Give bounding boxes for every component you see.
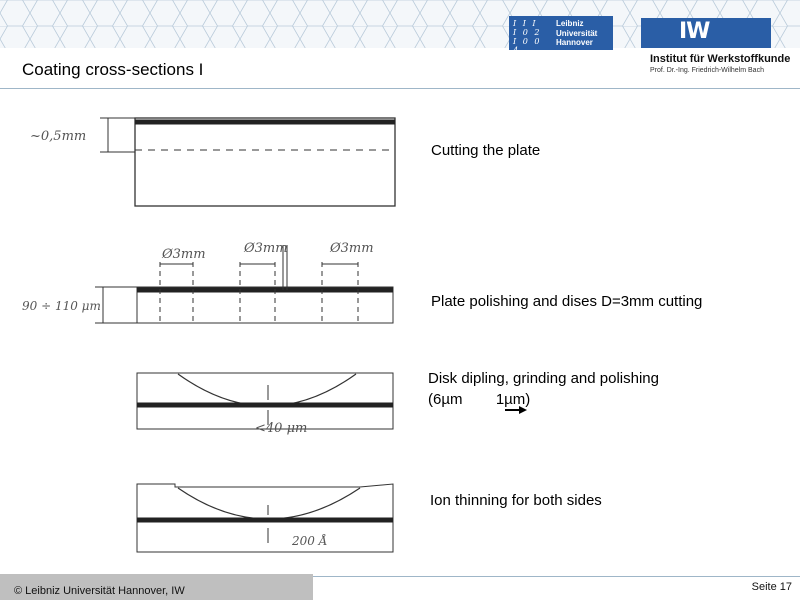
luh-logo-name: Leibniz Universität Hannover bbox=[556, 19, 598, 47]
sketch-plate bbox=[30, 118, 395, 206]
disk-label-b: Ø3mm bbox=[244, 241, 288, 256]
thickness-label-2: 90 ÷ 110 μm bbox=[22, 299, 101, 313]
footer-copyright: © Leibniz Universität Hannover, IW bbox=[14, 585, 185, 597]
step-ion-thinning-label: Ion thinning for both sides bbox=[430, 492, 602, 509]
remaining-label: <40 μm bbox=[255, 421, 308, 436]
page-title: Coating cross-sections I bbox=[22, 60, 204, 79]
disk-label-c: Ø3mm bbox=[330, 241, 374, 256]
disk-label-a: Ø3mm bbox=[162, 247, 206, 262]
hole-label: 200 Å bbox=[292, 534, 328, 548]
page-number: Seite 17 bbox=[751, 581, 792, 593]
sketch-polished-plate bbox=[22, 241, 393, 323]
institute-subtitle: Prof. Dr.-Ing. Friedrich-Wilhelm Bach bbox=[650, 67, 764, 74]
institute-name: Institut für Werkstoffkunde bbox=[650, 53, 791, 65]
iw-logo-mark: IW bbox=[679, 19, 710, 44]
arrow-right-icon bbox=[505, 406, 527, 414]
step-polishing-label: Plate polishing and dises D=3mm cutting bbox=[431, 293, 703, 310]
footer-divider bbox=[313, 576, 800, 577]
step-cutting-label: Cutting the plate bbox=[431, 142, 541, 159]
sketch-ion-thinned-disk bbox=[137, 484, 393, 552]
thickness-label-1: ~0,5mm bbox=[30, 129, 87, 144]
luh-logo-grid: I I I I 0 2 I 0 0 4 bbox=[513, 19, 542, 55]
step-dimpling-label: Disk dipling, grinding and polishing (6µm 1µm) bbox=[428, 370, 659, 408]
sketch-dimpled-disk bbox=[137, 373, 393, 436]
